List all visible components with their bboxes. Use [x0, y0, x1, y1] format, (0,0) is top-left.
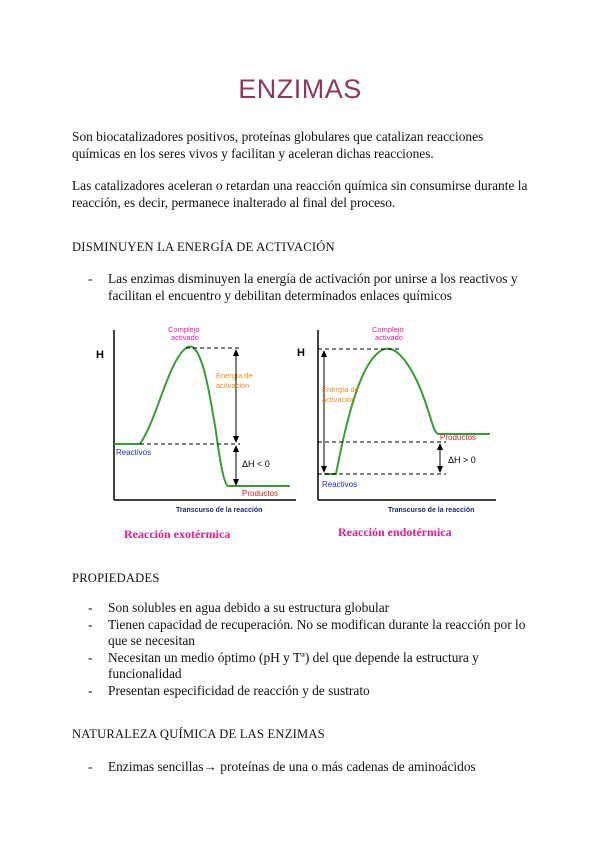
list-item: - Son solubles en agua debido a su estructura globular [88, 600, 538, 617]
caption-exothermic: Reacción exotérmica [124, 527, 231, 541]
caption-endothermic: Reacción endotérmica [338, 525, 452, 539]
products-label: Productos [242, 489, 279, 498]
delta-h-label: ΔH < 0 [242, 459, 270, 469]
intro-paragraph-2: Las catalizadores aceleran o retardan una reacción química sin consumirse durante la reacción, es decir, permanece inalterado al final del proceso. [72, 178, 528, 210]
x-axis-label: Transcurso de la reacción [176, 507, 263, 514]
peak-label-2: activado [171, 333, 199, 342]
products-label: Productos [440, 433, 477, 442]
nature-list [88, 759, 538, 776]
peak-label: Complejo [372, 325, 404, 334]
x-axis-label: Transcurso de la reacción [388, 507, 475, 514]
list-item: - Necesitan un medio óptimo (pH y Tª) del que depende la estructura y funcionalidad [88, 650, 538, 683]
heading-nature: NATURALEZA QUÍMICA DE LAS ENZIMAS [72, 727, 325, 741]
properties-list [88, 600, 538, 699]
peak-label: Complejo [168, 325, 200, 334]
heading-properties: PROPIEDADES [72, 571, 160, 585]
axis-label-h: H [297, 347, 305, 359]
intro-paragraph-1: Son biocatalizadores positivos, proteínas globulares que catalizan reacciones químicas en los seres vivos y facilitan y aceleran dichas reacciones. [72, 129, 484, 161]
list-item: - Tienen capacidad de recuperación. No se modifican durante la reacción por lo que se necesitan [88, 617, 538, 650]
heading-activation: DISMINUYEN LA ENERGÍA DE ACTIVACIÓN [72, 240, 335, 254]
list-item: - Las enzimas disminuyen la energía de activación por unirse a los reactivos y facilitan el encuentro y debilitan determinados enlaces químicos [88, 271, 538, 304]
energy-label-2: activación [216, 381, 250, 390]
peak-label-2: activado [375, 333, 403, 342]
energy-label: Energía de [322, 385, 359, 394]
reactants-label: Reactivos [116, 448, 152, 457]
list-item: - Presentan especificidad de reacción y de sustrato [88, 683, 538, 700]
delta-h-label: ΔH > 0 [448, 455, 476, 465]
activation-list [88, 271, 538, 304]
axis-label-h: H [96, 349, 104, 361]
page-title: ENZIMAS [238, 74, 362, 104]
energy-label-2: activación [322, 395, 356, 404]
energy-label: Energía de [216, 371, 253, 380]
reactants-label: Reactivos [322, 480, 358, 489]
list-item: - Enzimas sencillas→ proteínas de una o más cadenas de aminoácidos [88, 759, 538, 776]
endothermic-diagram [290, 322, 500, 547]
exothermic-diagram [90, 322, 300, 547]
